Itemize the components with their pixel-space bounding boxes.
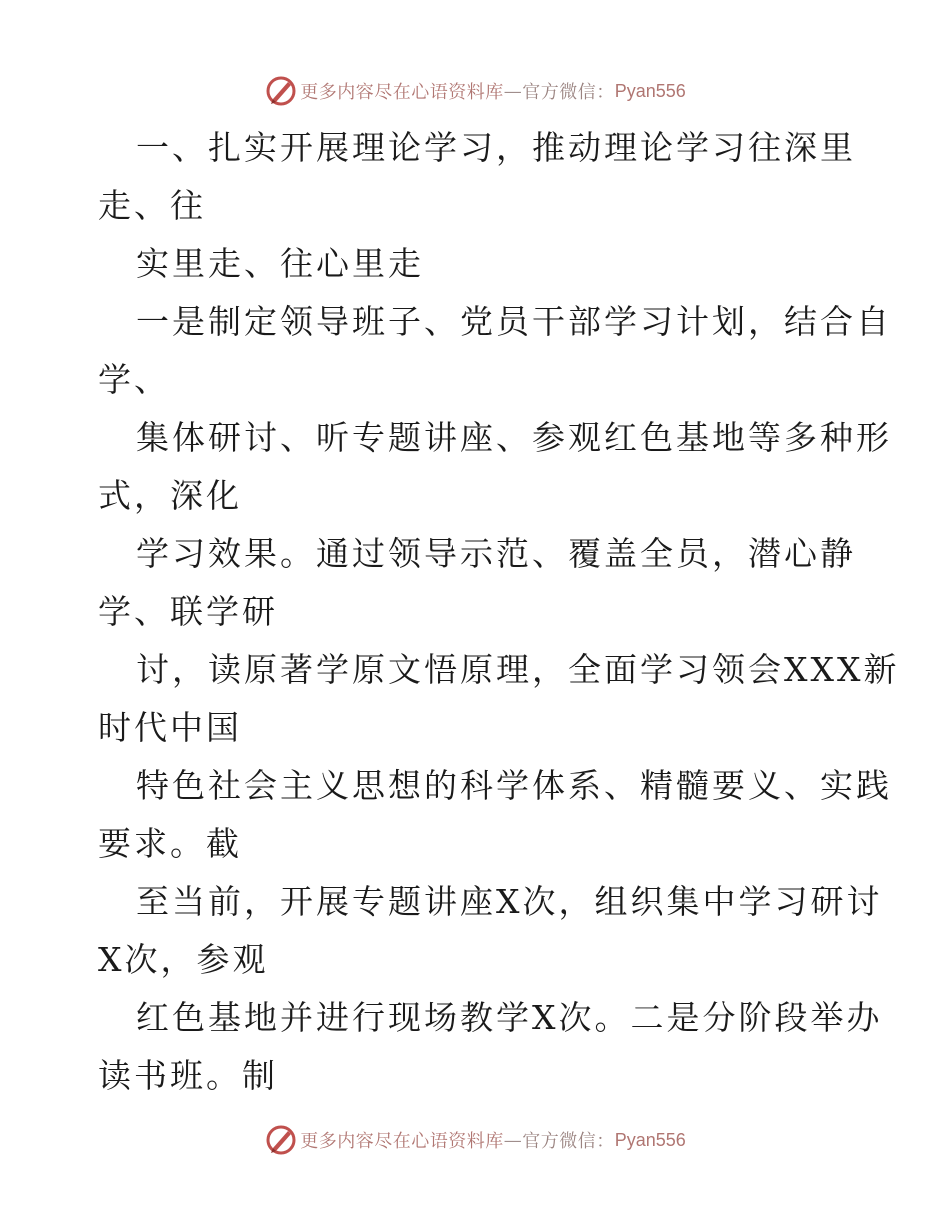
pen-logo-icon (264, 74, 298, 108)
text-line: 要求。截 (98, 824, 242, 863)
text-line: 学习效果。通过领导示范、覆盖全员，潜心静 (136, 534, 856, 573)
header-watermark (0, 71, 950, 111)
watermark-wechat-label: 官方微信： (522, 82, 615, 103)
footer-watermark (0, 1120, 950, 1160)
text-line: 红色基地并进行现场教学X次。二是分阶段举办 (136, 998, 883, 1037)
document-body (98, 119, 900, 1105)
text-line: 时代中国 (98, 708, 242, 747)
text-line: 学、联学研 (98, 592, 278, 631)
text-line: 一、扎实开展理论学习，推动理论学习往深里 (136, 128, 856, 167)
watermark-wechat-id: Pyan556 (614, 1129, 686, 1150)
text-line: 一是制定领导班子、党员干部学习计划，结合自 (136, 302, 892, 341)
watermark-dash: — (503, 80, 523, 102)
text-line: 讨，读原著学原文悟原理，全面学习领会XXX新 (136, 650, 900, 689)
text-line: X次，参观 (98, 940, 269, 979)
watermark-dash: — (503, 1129, 523, 1151)
pen-logo-icon (264, 1123, 298, 1157)
text-line: 特色社会主义思想的科学体系、精髓要义、实践 (136, 766, 892, 805)
text-line: 走、往 (98, 186, 206, 225)
watermark-site-name: 更多内容尽在心语资料库 (300, 1131, 504, 1152)
text-line: 式，深化 (98, 476, 242, 515)
watermark-wechat-id: Pyan556 (614, 80, 686, 101)
watermark-site-name: 更多内容尽在心语资料库 (300, 82, 504, 103)
text-line: 至当前，开展专题讲座X次，组织集中学习研讨 (136, 882, 883, 921)
text-line: 实里走、往心里走 (136, 244, 424, 283)
text-line: 读书班。制 (98, 1056, 278, 1095)
watermark-wechat-label: 官方微信： (522, 1131, 615, 1152)
text-line: 学、 (98, 360, 170, 399)
text-line: 集体研讨、听专题讲座、参观红色基地等多种形 (136, 418, 892, 457)
